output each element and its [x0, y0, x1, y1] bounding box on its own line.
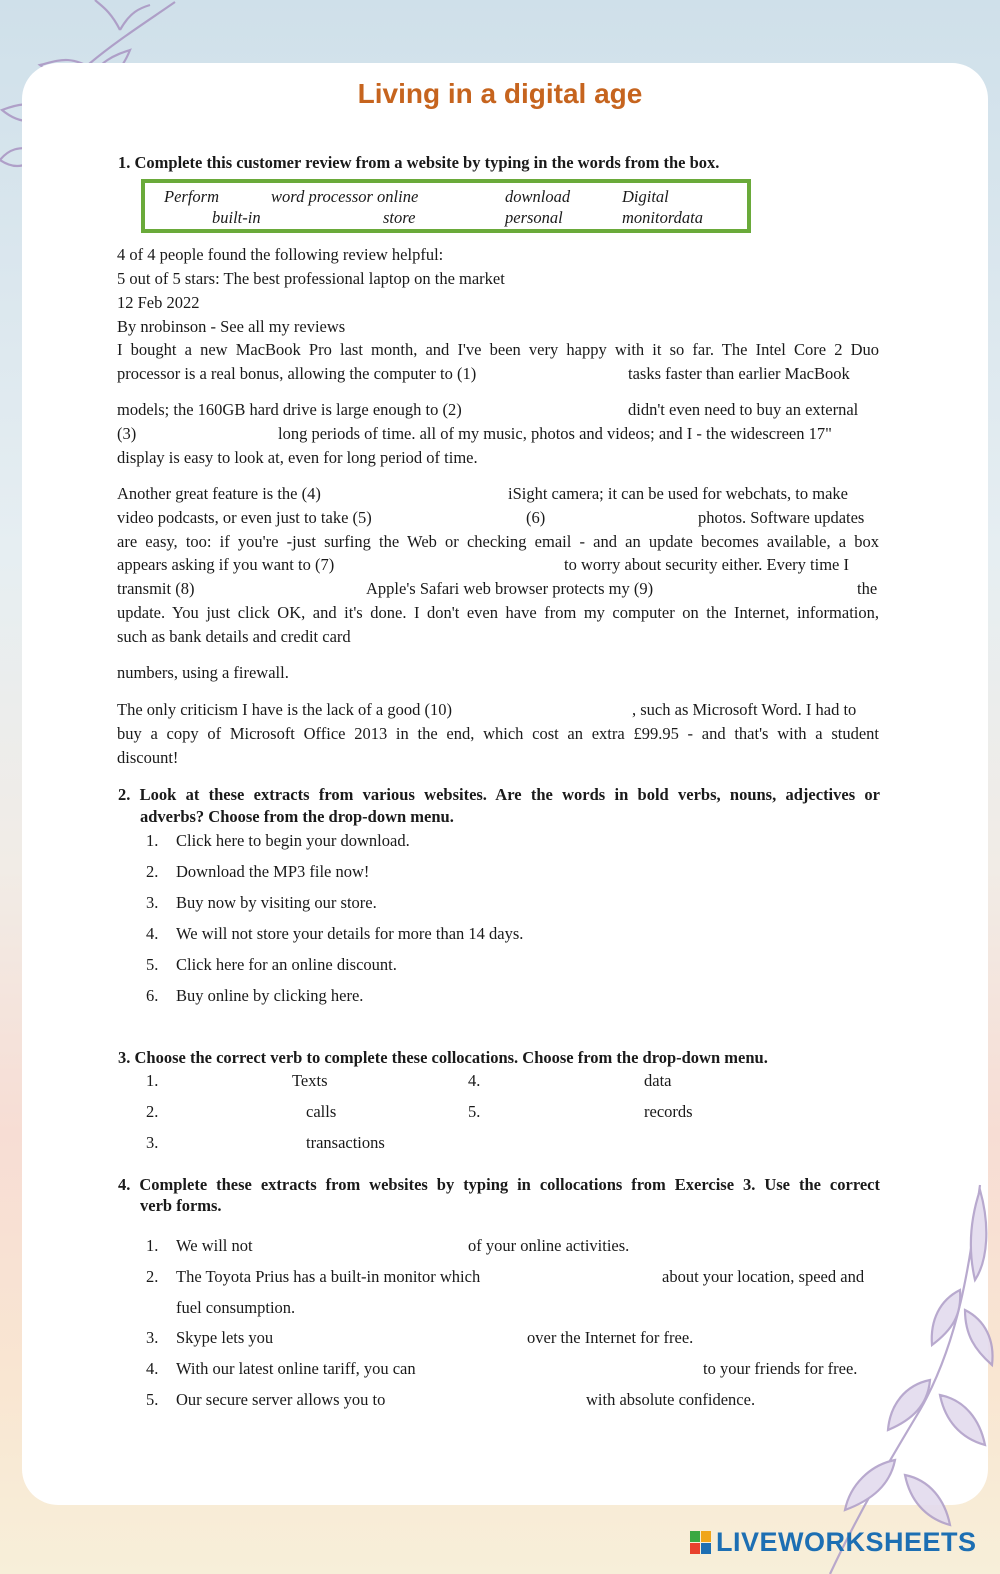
review-text: didn't even need to buy an external [628, 400, 859, 419]
review-rating-line: 5 out of 5 stars: The best professional laptop on the market [117, 269, 505, 288]
review-text: (6) [526, 508, 546, 527]
q4-item-text: to your friends for free. [703, 1359, 858, 1378]
review-text: (3) [117, 424, 137, 443]
q3-instruction: 3. Choose the correct verb to complete these collocations. Choose from the drop-down menu. [118, 1048, 768, 1067]
review-text: video podcasts, or even just to take (5) [117, 508, 372, 527]
q4-item-number: 5. [146, 1390, 159, 1409]
q2-item-number: 3. [146, 893, 159, 912]
q3-item-word: calls [306, 1102, 337, 1121]
q2-item-number: 1. [146, 831, 159, 850]
review-text: buy a copy of Microsoft Office 2013 in the end, which cost an extra £99.95 - and that's with a student [117, 724, 879, 743]
q4-item-text: with absolute confidence. [586, 1390, 756, 1409]
word-box-item: monitordata [622, 208, 703, 227]
q4-item-text: about your location, speed and [662, 1267, 865, 1286]
q4-item-text: We will not [176, 1236, 253, 1255]
review-date: 12 Feb 2022 [117, 293, 200, 312]
page-title: Living in a digital age [357, 78, 643, 109]
review-text: are easy, too: if you're -just surfing the Web or checking email - and an update becomes available, a box [117, 532, 879, 551]
review-text: discount! [117, 748, 179, 767]
review-text: transmit (8) [117, 579, 195, 598]
q4-item-text: Skype lets you [176, 1328, 274, 1347]
review-text: processor is a real bonus, allowing the computer to (1) [117, 364, 477, 383]
review-text: Apple's Safari web browser protects my (9) [366, 579, 654, 598]
review-text: iSight camera; it can be used for webchats, to make [508, 484, 848, 503]
q4-item-text: over the Internet for free. [527, 1328, 694, 1347]
q4-item-text: Our secure server allows you to [176, 1390, 386, 1409]
word-box-item: word processor online [271, 187, 419, 206]
q4-item-text: The Toyota Prius has a built-in monitor which [176, 1267, 481, 1286]
q3-item-number: 1. [146, 1071, 159, 1090]
word-box-item: personal [505, 208, 563, 227]
review-paragraph-line: I bought a new MacBook Pro last month, and I've been very happy with it so far. The Intel Core 2 Duo [117, 340, 879, 359]
q3-item-word: Texts [292, 1071, 328, 1090]
q3-item-word: data [644, 1071, 672, 1090]
review-text: appears asking if you want to (7) [117, 555, 335, 574]
q2-item-text: We will not store your details for more than 14 days. [176, 924, 524, 943]
word-box-item: store [383, 208, 416, 227]
review-text: models; the 160GB hard drive is large enough to (2) [117, 400, 462, 419]
review-text: numbers, using a firewall. [117, 663, 289, 682]
q4-instruction: verb forms. [140, 1196, 222, 1215]
q3-item-word: transactions [306, 1133, 385, 1152]
review-text: such as bank details and credit card [117, 627, 351, 646]
q2-item-text: Buy online by clicking here. [176, 986, 364, 1005]
review-text: display is easy to look at, even for long period of time. [117, 448, 478, 467]
review-author: By nrobinson - See all my reviews [117, 317, 346, 336]
q3-item-number: 3. [146, 1133, 159, 1152]
word-box-item: built-in [212, 208, 261, 227]
liveworksheets-logo[interactable]: LIVEWORKSHEETS [716, 1527, 977, 1557]
q3-item-word: records [644, 1102, 693, 1121]
q4-instruction: 4. Complete these extracts from websites by typing in collocations from Exercise 3. Use the correct [118, 1175, 880, 1194]
q2-item-text: Download the MP3 file now! [176, 862, 370, 881]
review-text: photos. Software updates [698, 508, 865, 527]
q2-item-text: Click here to begin your download. [176, 831, 410, 850]
q2-item-number: 4. [146, 924, 159, 943]
q1-instruction: 1. Complete this customer review from a website by typing in the words from the box. [118, 153, 720, 172]
q2-instruction: adverbs? Choose from the drop-down menu. [140, 807, 454, 826]
q2-item-text: Click here for an online discount. [176, 955, 397, 974]
q4-item-number: 1. [146, 1236, 159, 1255]
q4-item-number: 2. [146, 1267, 159, 1286]
q2-item-number: 5. [146, 955, 159, 974]
review-text: The only criticism I have is the lack of a good (10) [117, 700, 452, 719]
word-box-item: download [505, 187, 571, 206]
review-text: to worry about security either. Every time I [564, 555, 849, 574]
q2-item-number: 2. [146, 862, 159, 881]
q2-item-text: Buy now by visiting our store. [176, 893, 377, 912]
q3-item-number: 5. [468, 1102, 481, 1121]
review-text: long periods of time. all of my music, photos and videos; and I - the widescreen 17" [278, 424, 832, 443]
word-box-item: Perform [164, 187, 219, 206]
review-text: update. You just click OK, and it's done. I don't even have from my computer on the Internet, information, [117, 603, 879, 622]
review-text: Another great feature is the (4) [117, 484, 321, 503]
review-text: , such as Microsoft Word. I had to [632, 700, 857, 719]
review-text: tasks faster than earlier MacBook [628, 364, 850, 383]
q4-item-text: of your online activities. [468, 1236, 630, 1255]
q4-item-text: With our latest online tariff, you can [176, 1359, 416, 1378]
review-text: the [857, 579, 878, 598]
q3-item-number: 2. [146, 1102, 159, 1121]
q2-item-number: 6. [146, 986, 159, 1005]
q3-item-number: 4. [468, 1071, 481, 1090]
q4-item-number: 4. [146, 1359, 159, 1378]
liveworksheets-logo-icon [689, 1530, 713, 1556]
word-box-item: Digital [622, 187, 669, 206]
q2-instruction: 2. Look at these extracts from various websites. Are the words in bold verbs, nouns, adjectives or [118, 785, 880, 804]
q4-item-text: fuel consumption. [176, 1298, 296, 1317]
review-helpful-line: 4 of 4 people found the following review helpful: [117, 245, 444, 264]
q4-item-number: 3. [146, 1328, 159, 1347]
